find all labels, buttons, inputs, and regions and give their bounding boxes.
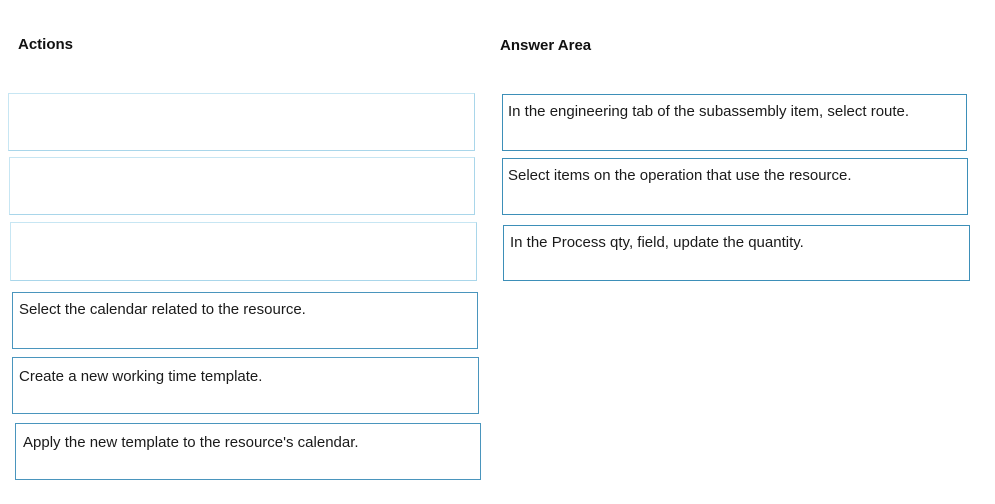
action-slot-empty[interactable] bbox=[8, 93, 475, 151]
action-item-select-calendar[interactable]: Select the calendar related to the resource. bbox=[12, 292, 478, 349]
action-slot-empty[interactable] bbox=[10, 222, 477, 281]
actions-heading: Actions bbox=[18, 36, 74, 53]
answer-area-heading: Answer Area bbox=[500, 37, 592, 54]
action-item-apply-template[interactable]: Apply the new template to the resource's calendar. bbox=[15, 423, 481, 480]
answer-item-update-quantity[interactable]: In the Process qty, field, update the quantity. bbox=[503, 225, 970, 281]
action-slot-empty[interactable] bbox=[9, 157, 475, 215]
answer-item-select-route[interactable]: In the engineering tab of the subassembly item, select route. bbox=[502, 94, 967, 151]
action-item-create-working-time-template[interactable]: Create a new working time template. bbox=[12, 357, 479, 414]
answer-item-select-items-on-operation[interactable]: Select items on the operation that use the resource. bbox=[502, 158, 968, 215]
